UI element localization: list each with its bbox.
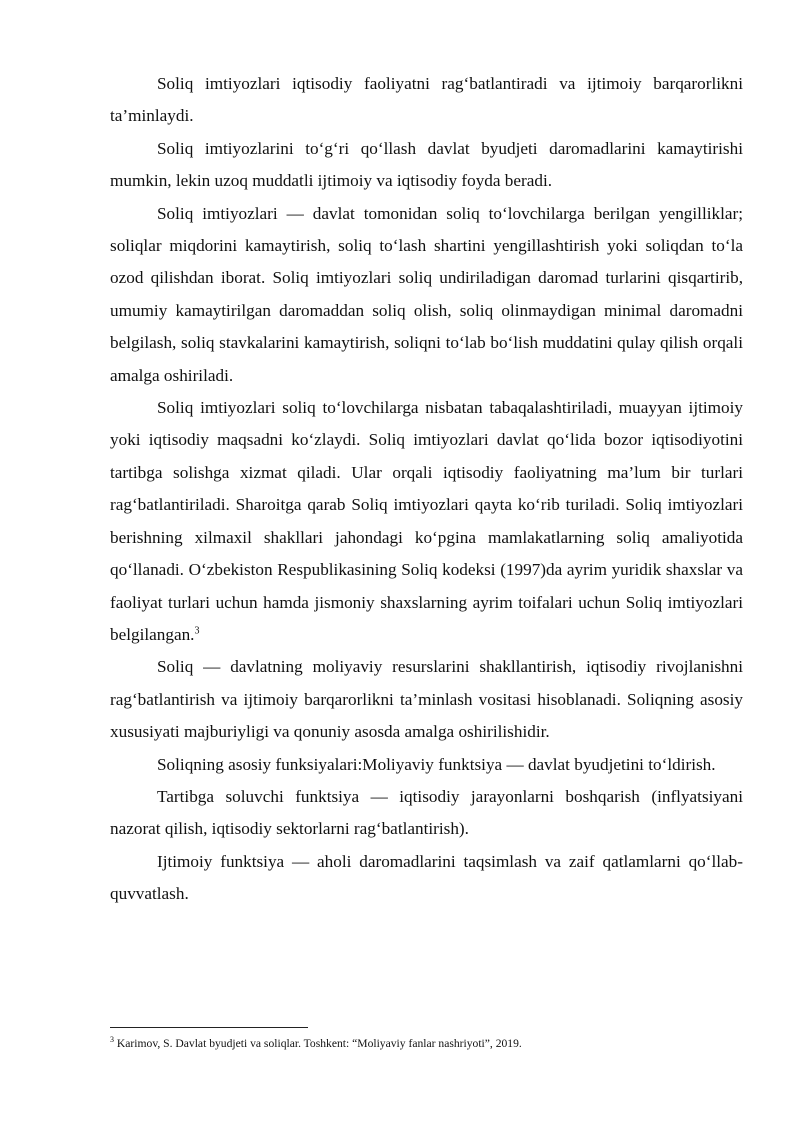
footnote-marker: 3 (110, 1035, 114, 1045)
paragraph (110, 749, 743, 781)
paragraph-text: Soliq imtiyozlari — davlat tomonidan soliq to‘lovchilarga berilgan yengilliklar; soliqlar miqdorini kamaytirish, soliq to‘lash shartini yengillashtirish yoki soliqdan to‘la ozod qilishdan iborat. Soliq imtiyozlari soliq undiriladigan daromad turlarini qisqartirib, umumiy kamaytirilgan daromaddan soliq olish, soliq olinmaydigan minimal daromadni belgilash, soliq stavkalarini kamaytirish, soliqni to‘lab bo‘lish muddatini qulay qilish orqali amalga oshiriladi. (110, 203, 743, 385)
paragraph-text: Soliq — davlatning moliyaviy resurslarini shakllantirish, iqtisodiy rivojlanishni rag‘batlantirish va ijtimoiy barqarorlikni ta’minlash vositasi hisoblanadi. Soliqning asosiy xususiyati majburiyligi va qonuniy asosda amalga oshirilishidir. (110, 657, 743, 742)
body-text (110, 68, 743, 911)
paragraph (110, 392, 743, 651)
paragraph-text: Soliq imtiyozlari soliq to‘lovchilarga nisbatan tabaqalashtiriladi, muayyan ijtimoiy yoki iqtisodiy maqsadni ko‘zlaydi. Soliq imtiyozlari davlat qo‘lida bozor iqtisodiyotini tartibga solishga xizmat qiladi. Ular orqali iqtisodiy faoliyatning ma’lum bir turlari rag‘batlantiriladi. Sharoitga qarab Soliq imtiyozlari qayta ko‘rib turiladi. Soliq imtiyozlari berishning xilmaxil shakllari jahondagi ko‘pgina mamlakatlarning soliq amaliyotida qo‘llanadi. O‘zbekiston Respublikasining Soliq kodeksi (1997)da ayrim yuridik shaxslar va faoliyat turlari uchun hamda jismoniy shaxslarning ayrim toifalari uchun Soliq imtiyozlari belgilangan. (110, 398, 743, 644)
paragraph (110, 198, 743, 392)
paragraph-text: Soliqning asosiy funksiyalari:Moliyaviy funktsiya — davlat byudjetini to‘ldirish. (157, 754, 716, 774)
paragraph (110, 68, 743, 133)
paragraph-text: Soliq imtiyozlari iqtisodiy faoliyatni rag‘batlantiradi va ijtimoiy barqarorlikni ta’minlaydi. (110, 74, 743, 126)
paragraph-text: Ijtimoiy funktsiya — aholi daromadlarini taqsimlash va zaif qatlamlarni qo‘llab-quvvatlash. (110, 851, 743, 904)
footnote-text: Karimov, S. Davlat byudjeti va soliqlar. Toshkent: “Moliyaviy fanlar nashriyoti”, 2019. (114, 1037, 522, 1050)
paragraph (110, 781, 743, 846)
paragraph-text: Tartibga soluvchi funktsiya — iqtisodiy jarayonlarni boshqarish (inflyatsiyani nazorat qilish, iqtisodiy sektorlarni rag‘batlantirish). (110, 786, 743, 839)
footnote-reference[interactable]: 3 (194, 625, 200, 637)
footnote (110, 1036, 750, 1051)
footnote-divider (110, 1027, 308, 1028)
paragraph (110, 846, 743, 911)
paragraph (110, 651, 743, 748)
paragraph (110, 133, 743, 198)
paragraph-text: Soliq imtiyozlarini to‘g‘ri qo‘llash davlat byudjeti daromadlarini kamaytirishi mumkin, lekin uzoq muddatli ijtimoiy va iqtisodiy foyda beradi. (110, 138, 743, 191)
